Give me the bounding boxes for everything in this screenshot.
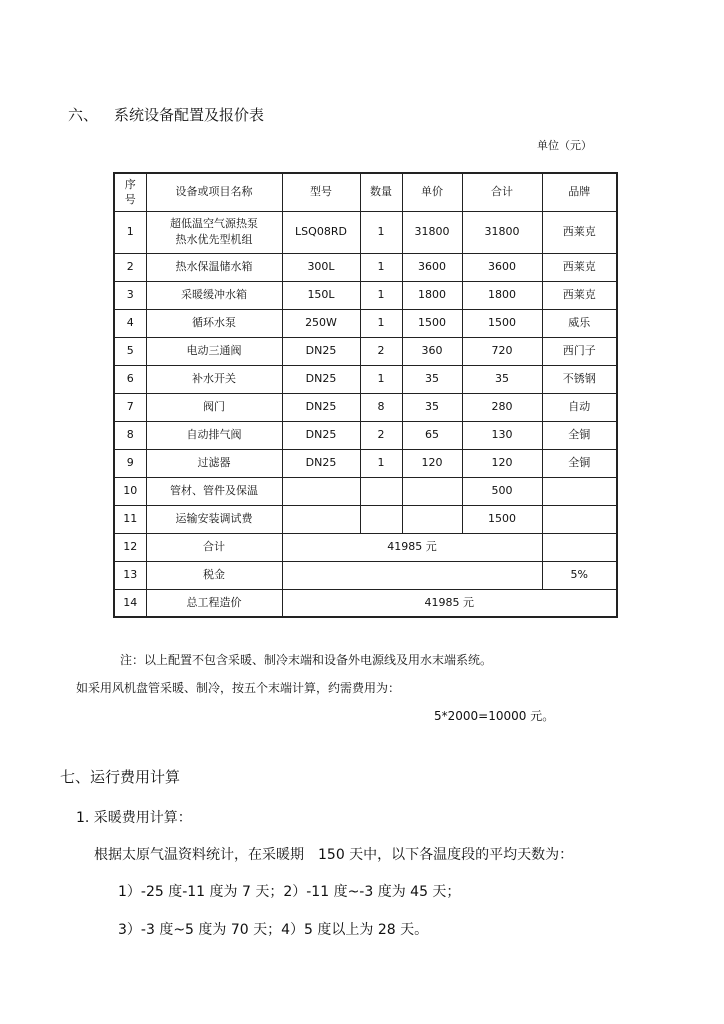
cell-line: 超低温空气源热泵 (170, 217, 258, 230)
table-cell: 35 (462, 365, 542, 393)
table-cell: 西莱克 (542, 211, 617, 253)
table-row (114, 449, 617, 477)
table-cell: 1 (360, 253, 402, 281)
subsection-1-title: 1. 采暖费用计算： (76, 810, 192, 826)
table-cell: 13 (114, 561, 146, 589)
table-cell: 税金 (146, 561, 282, 589)
table-cell: 300L (282, 253, 360, 281)
table-cell: 合计 (146, 533, 282, 561)
table-row-total (114, 533, 617, 561)
table-cell: 150L (282, 281, 360, 309)
table-cell: DN25 (282, 365, 360, 393)
table-row (114, 281, 617, 309)
table-cell (542, 533, 617, 561)
header-cell: 合计 (462, 173, 542, 211)
table-row (114, 337, 617, 365)
table-cell (542, 505, 617, 533)
table-cell: 5 (114, 337, 146, 365)
table-row-grand-total (114, 589, 617, 617)
table-cell: 35 (402, 365, 462, 393)
table-cell: 管材、管件及保温 (146, 477, 282, 505)
table-cell: 3600 (462, 253, 542, 281)
table-cell: 8 (360, 393, 402, 421)
paragraph-3: 3）-3 度~5 度为 70 天；4）5 度以上为 28 天。 (118, 922, 429, 938)
section-6-title (68, 104, 264, 125)
table-cell: 1500 (462, 309, 542, 337)
table-cell: 热水保温储水箱 (146, 253, 282, 281)
table-cell: 电动三通阀 (146, 337, 282, 365)
table-cell: 1500 (402, 309, 462, 337)
table-cell: LSQ08RD (282, 211, 360, 253)
table-cell (402, 505, 462, 533)
table-row (114, 421, 617, 449)
table-cell: 7 (114, 393, 146, 421)
price-table (113, 172, 618, 618)
table-cell: 不锈钢 (542, 365, 617, 393)
table-cell: 1800 (402, 281, 462, 309)
table-cell: 3600 (402, 253, 462, 281)
table-cell: 全铜 (542, 421, 617, 449)
table-cell-merged: 41985 元 (282, 589, 617, 617)
note-line-1: 注：以上配置不包含采暖、制冷末端和设备外电源线及用水末端系统。 (120, 653, 493, 667)
table-cell: 西门子 (542, 337, 617, 365)
table-cell: DN25 (282, 421, 360, 449)
table-cell: 2 (360, 421, 402, 449)
table-header-row (114, 173, 617, 211)
table-cell: 14 (114, 589, 146, 617)
table-cell: 31800 (402, 211, 462, 253)
table-cell: 12 (114, 533, 146, 561)
table-cell: 720 (462, 337, 542, 365)
table-cell (542, 477, 617, 505)
table-cell: 威乐 (542, 309, 617, 337)
table-cell: 1 (360, 309, 402, 337)
table-cell: 运输安装调试费 (146, 505, 282, 533)
table-cell-merged: 41985 元 (282, 533, 542, 561)
table-cell: 35 (402, 393, 462, 421)
header-cell: 型号 (282, 173, 360, 211)
table-row (114, 477, 617, 505)
table-cell: 西莱克 (542, 281, 617, 309)
table-cell (282, 477, 360, 505)
table-cell: 3 (114, 281, 146, 309)
table-cell: 1500 (462, 505, 542, 533)
table-cell: 4 (114, 309, 146, 337)
table-cell: 1 (360, 211, 402, 253)
table-cell: 2 (360, 337, 402, 365)
table-cell: 采暖缓冲水箱 (146, 281, 282, 309)
table-row (114, 365, 617, 393)
table-cell: 全铜 (542, 449, 617, 477)
table-cell: 1 (360, 449, 402, 477)
note-line-3: 5*2000=10000 元。 (434, 709, 555, 723)
section-title-text: 系统设备配置及报价表 (114, 106, 265, 124)
cell-line: 热水优先型机组 (175, 233, 253, 246)
header-cell: 序号 (114, 173, 146, 211)
table-cell: 31800 (462, 211, 542, 253)
table-cell: 9 (114, 449, 146, 477)
table-cell: DN25 (282, 393, 360, 421)
table-cell: 1 (114, 211, 146, 253)
table-row (114, 211, 617, 253)
table-cell: 280 (462, 393, 542, 421)
table-cell: 8 (114, 421, 146, 449)
table-row (114, 393, 617, 421)
table-row-tax (114, 561, 617, 589)
table-cell: 6 (114, 365, 146, 393)
table-cell: 65 (402, 421, 462, 449)
table-cell: DN25 (282, 337, 360, 365)
section-number: 六、 (68, 106, 99, 124)
table-cell: 1 (360, 281, 402, 309)
paragraph-2: 1）-25 度-11 度为 7 天；2）-11 度~-3 度为 45 天； (118, 884, 461, 900)
table-cell: 2 (114, 253, 146, 281)
header-cell: 单价 (402, 173, 462, 211)
table-cell: 自动排气阀 (146, 421, 282, 449)
header-cell: 数量 (360, 173, 402, 211)
table-cell: 补水开关 (146, 365, 282, 393)
table-cell: 1 (360, 365, 402, 393)
unit-label: 单位（元） (537, 139, 592, 152)
table-row (114, 309, 617, 337)
table-cell: 250W (282, 309, 360, 337)
table-cell (146, 211, 282, 253)
table-cell: 5% (542, 561, 617, 589)
table-cell: 自动 (542, 393, 617, 421)
table-cell: 西莱克 (542, 253, 617, 281)
table-cell: 120 (402, 449, 462, 477)
table-cell: 总工程造价 (146, 589, 282, 617)
table-cell (360, 477, 402, 505)
table-cell: 阀门 (146, 393, 282, 421)
table-cell: 11 (114, 505, 146, 533)
table-cell (282, 505, 360, 533)
section-7-title: 七、运行费用计算 (60, 768, 181, 786)
table-cell: 循环水泵 (146, 309, 282, 337)
paragraph-1: 根据太原气温资料统计，在采暖期 150 天中，以下各温度段的平均天数为： (94, 847, 574, 863)
table-cell: 360 (402, 337, 462, 365)
table-cell: 1800 (462, 281, 542, 309)
table-cell: 500 (462, 477, 542, 505)
note-line-2: 如采用风机盘管采暖、制冷，按五个末端计算，约需费用为： (76, 681, 401, 695)
table-row (114, 505, 617, 533)
table-cell: 10 (114, 477, 146, 505)
table-row (114, 253, 617, 281)
table-cell (360, 505, 402, 533)
table-cell (402, 477, 462, 505)
table-cell: 过滤器 (146, 449, 282, 477)
header-cell: 设备或项目名称 (146, 173, 282, 211)
table-cell: DN25 (282, 449, 360, 477)
table-cell: 120 (462, 449, 542, 477)
table-cell: 130 (462, 421, 542, 449)
header-cell: 品牌 (542, 173, 617, 211)
table-cell-merged (282, 561, 542, 589)
